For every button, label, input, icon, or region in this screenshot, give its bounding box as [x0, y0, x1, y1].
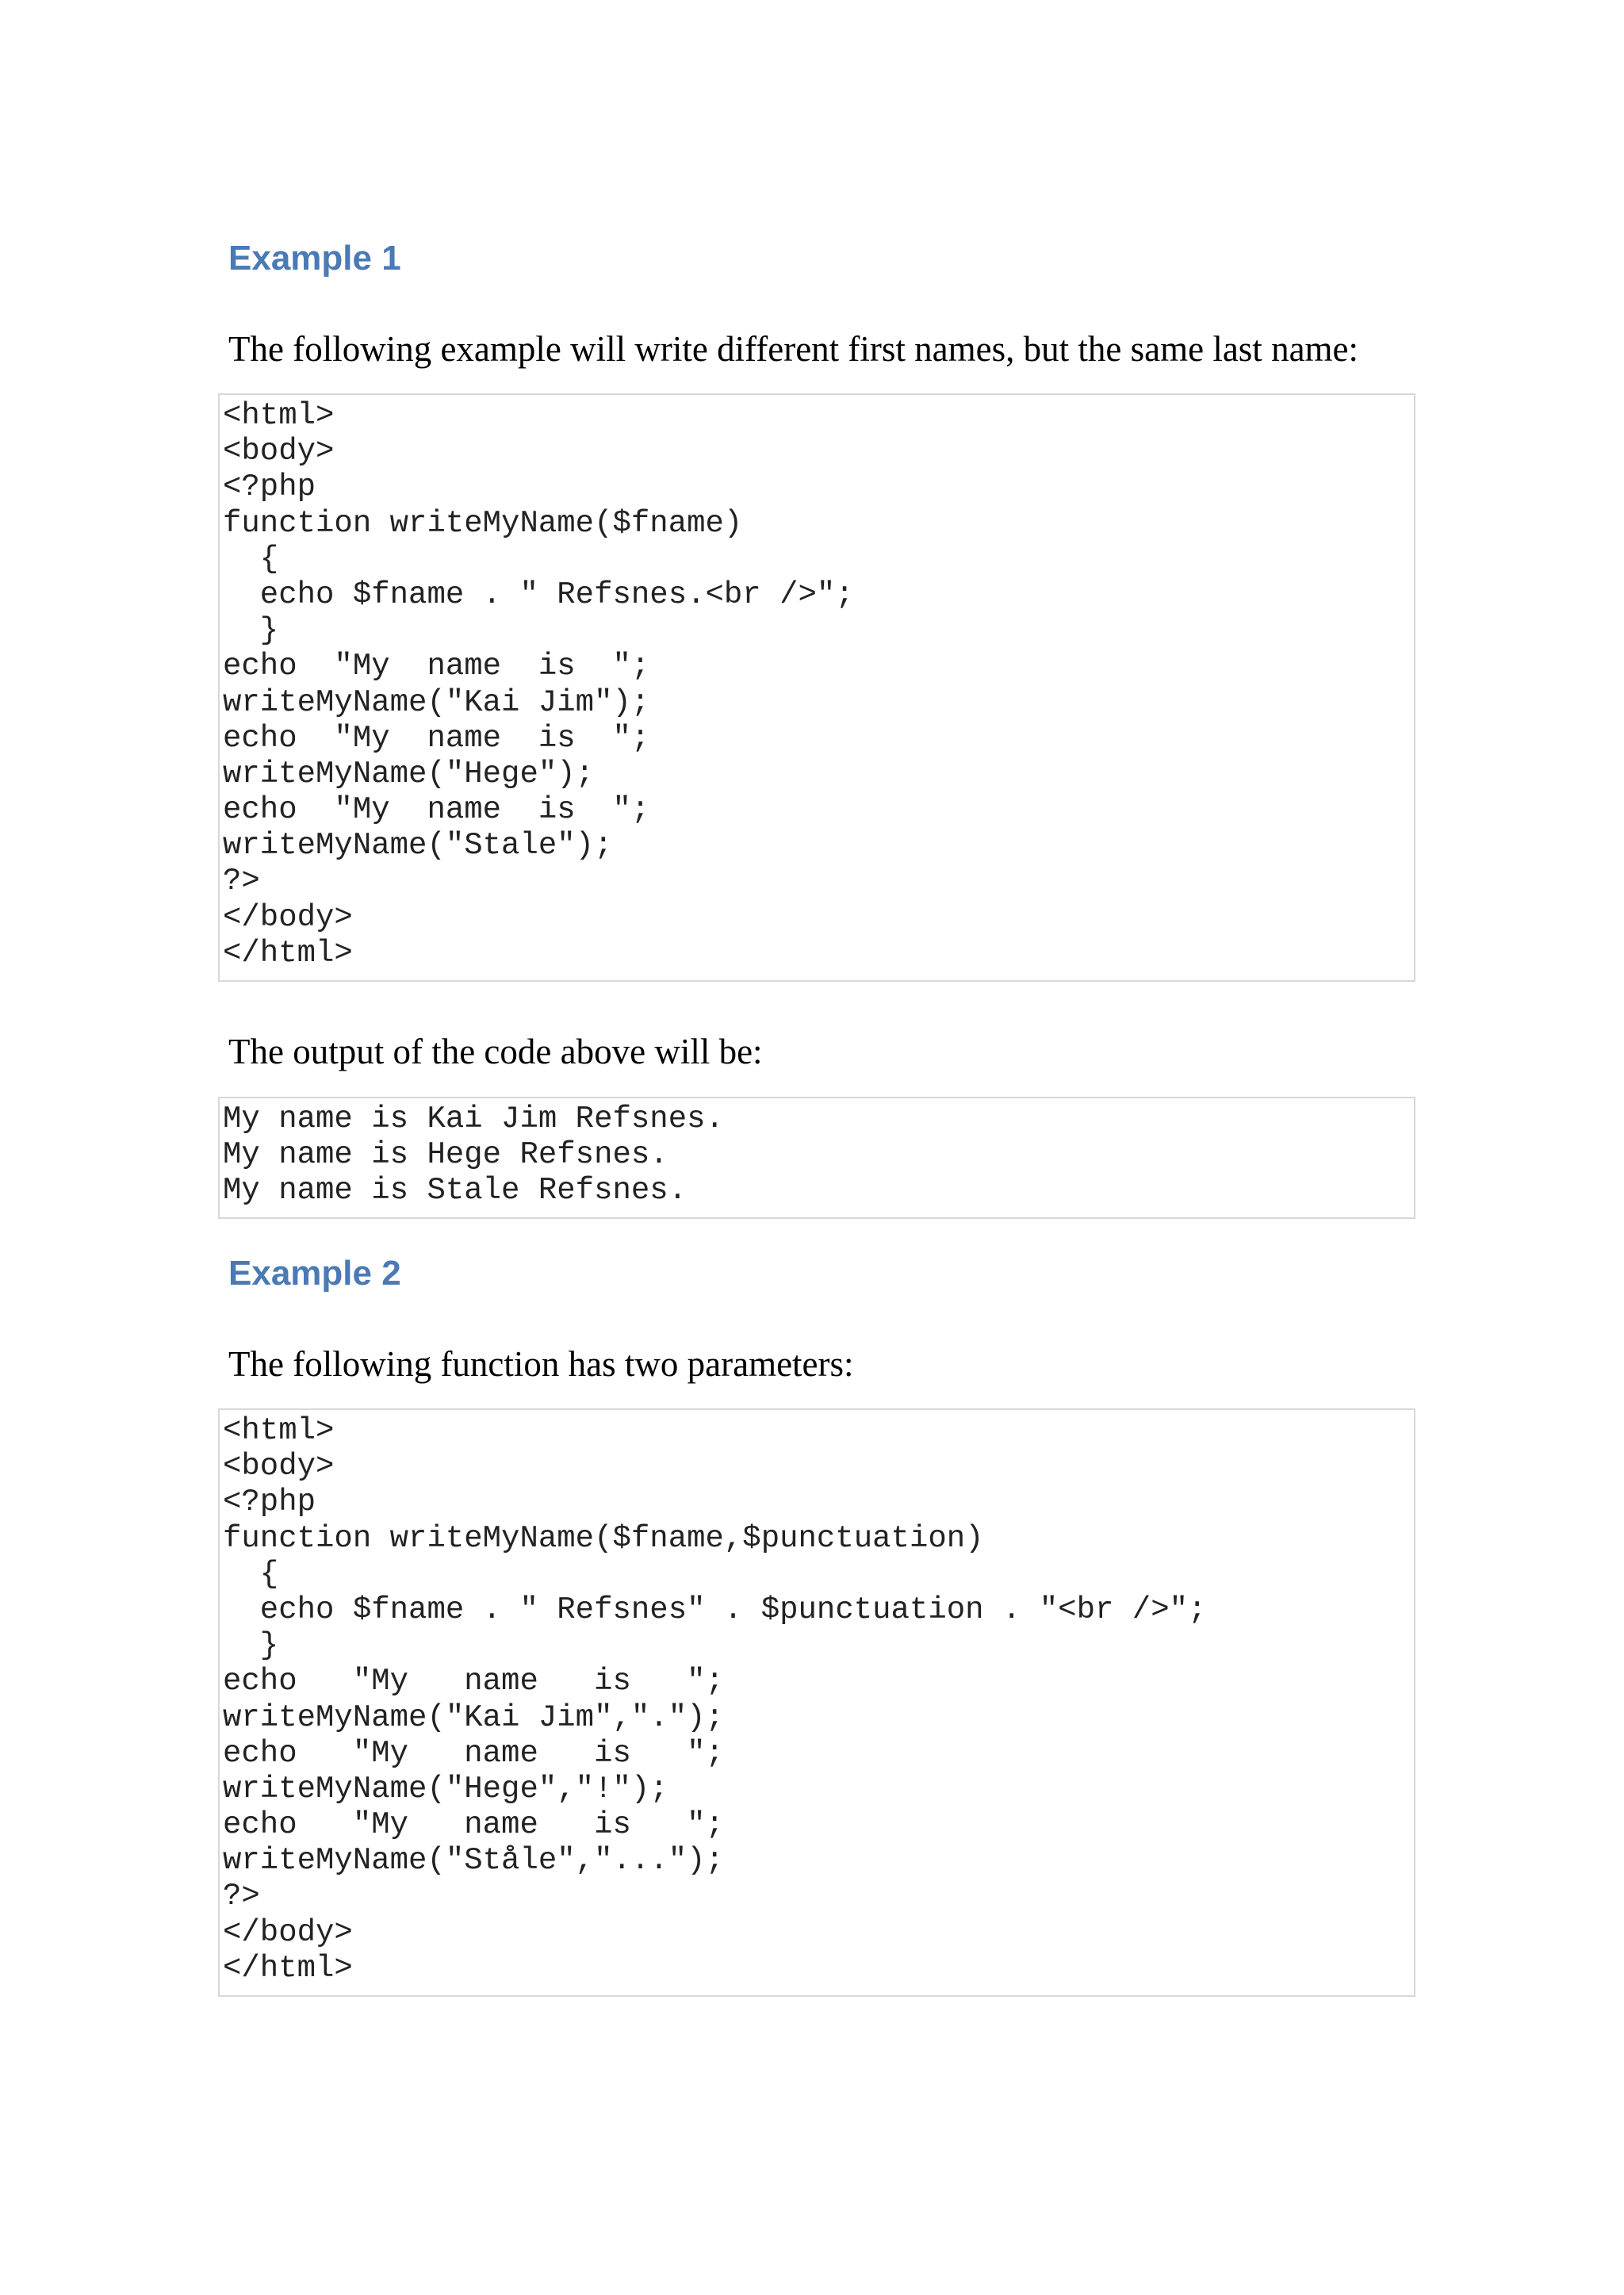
code-line: <?php [223, 469, 316, 505]
example-2-code-block [218, 1408, 1415, 1997]
output-line: My name is Hege Refsnes. [223, 1137, 668, 1173]
code-line: } [223, 1628, 279, 1664]
code-line: </html> [223, 935, 353, 971]
output-line: My name is Stale Refsnes. [223, 1173, 688, 1209]
code-line: writeMyName("Stale"); [223, 828, 613, 864]
code-line: echo $fname . " Refsnes" . $punctuation . "<br />"; [223, 1592, 1207, 1627]
example-1-output-block [218, 1097, 1415, 1219]
example-1-output-intro: The output of the code above will be: [228, 1032, 763, 1071]
code-line: </body> [223, 1914, 353, 1950]
code-line: writeMyName("Kai Jim","."); [223, 1699, 724, 1735]
code-line: <?php [223, 1485, 316, 1520]
example-1-code-block [218, 393, 1415, 982]
example-2-heading: Example 2 [228, 1254, 401, 1293]
code-line: <body> [223, 434, 335, 469]
code-line: writeMyName("Hege","!"); [223, 1771, 668, 1806]
code-line: function writeMyName($fname,$punctuation) [223, 1520, 984, 1556]
code-line: } [223, 613, 279, 649]
example-2-intro: The following function has two parameters: [228, 1344, 854, 1384]
code-line: function writeMyName($fname) [223, 505, 743, 541]
code-line: { [223, 541, 279, 577]
code-line: { [223, 1556, 279, 1592]
example-1-intro: The following example will write different first names, but the same last name: [228, 329, 1359, 369]
code-line: echo "My name is "; [223, 1735, 724, 1771]
code-line: <html> [223, 398, 335, 433]
code-line: writeMyName("Kai Jim"); [223, 684, 650, 720]
code-line: echo "My name is "; [223, 649, 650, 684]
code-line: <body> [223, 1449, 335, 1485]
code-line: writeMyName("Ståle","..."); [223, 1843, 724, 1879]
code-line: echo "My name is "; [223, 1807, 724, 1843]
code-line: echo "My name is "; [223, 792, 650, 828]
code-line: writeMyName("Hege"); [223, 756, 595, 791]
code-line: ?> [223, 1879, 260, 1914]
code-line: echo "My name is "; [223, 1664, 724, 1699]
code-line: </body> [223, 899, 353, 935]
code-line: <html> [223, 1413, 335, 1448]
example-1-heading: Example 1 [228, 239, 401, 278]
code-line: ?> [223, 864, 260, 899]
code-line: echo $fname . " Refsnes.<br />"; [223, 577, 854, 612]
output-line: My name is Kai Jim Refsnes. [223, 1102, 724, 1136]
code-line: echo "My name is "; [223, 720, 650, 756]
code-line: </html> [223, 1950, 353, 1986]
